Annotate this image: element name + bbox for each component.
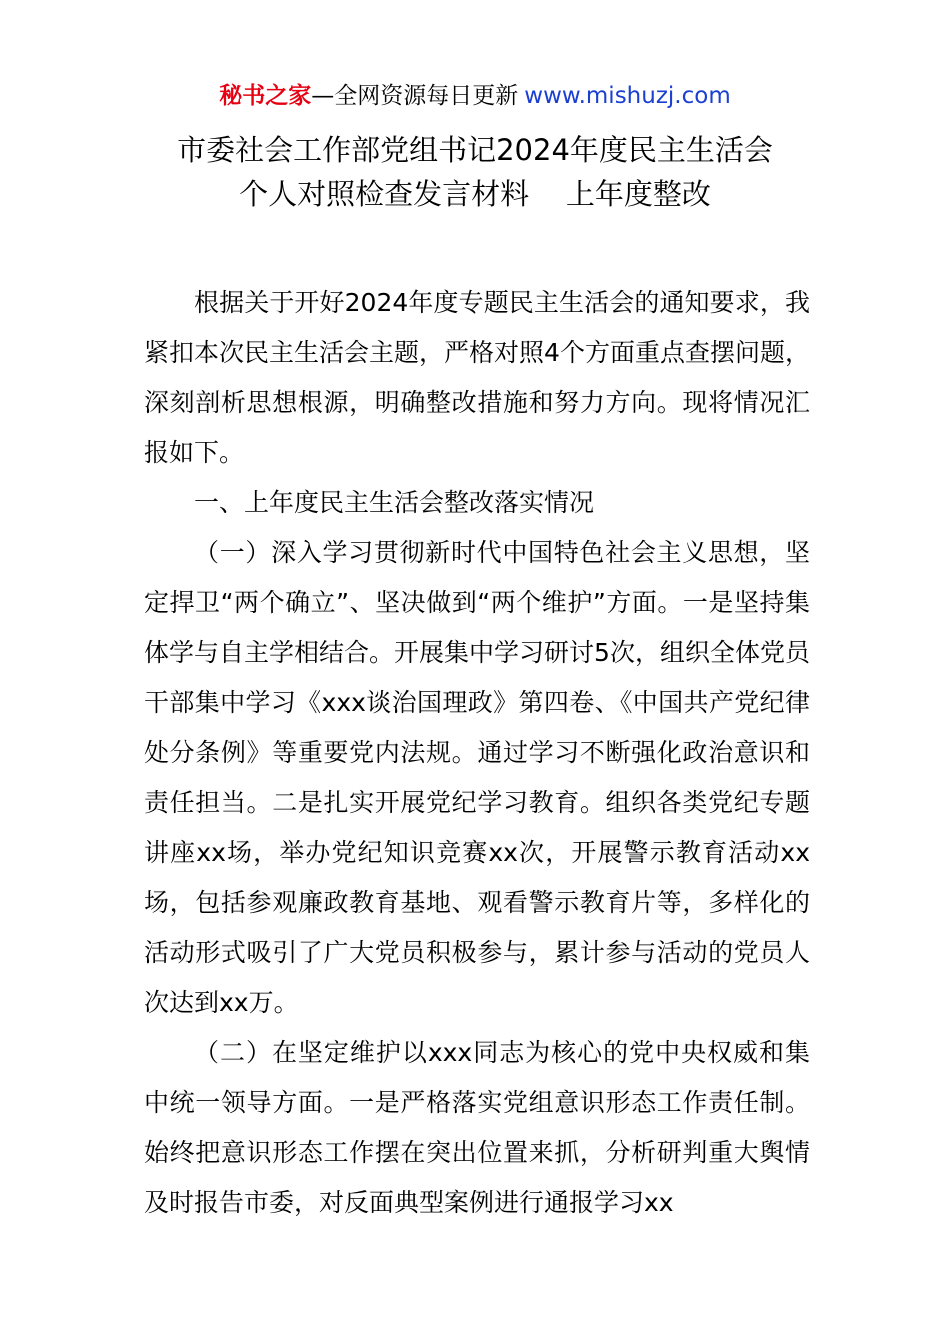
body-paragraph: （一）深入学习贯彻新时代中国特色社会主义思想，坚定捍卫“两个确立”、坚决做到“两个维护”方面。一是坚持集体学与自主学相结合。开展集中学习研讨5次，组织全体党员干部集中学习《xxx谈治国理政》第四卷、《中国共产党纪律处分条例》等重要党内法规。通过学习不断强化政治意识和责任担当。二是扎实开展党纪学习教育。组织各类党纪专题讲座xx场，举办党纪知识竞赛xx次，开展警示教育活动xx场，包括参观廉政教育基地、观看警示教育片等，多样化的活动形式吸引了广大党员积极参与，累计参与活动的党员人次达到xx万。 bbox=[144, 538, 810, 1017]
site-url-link[interactable]: www.mishuzj.com bbox=[524, 83, 731, 109]
body-paragraph: （二）在坚定维护以xxx同志为核心的党中央权威和集中统一领导方面。一是严格落实党组意识形态工作责任制。始终把意识形态工作摆在突出位置来抓，分析研判重大舆情及时报告市委，对反面典型案例进行通报学习xx bbox=[144, 1038, 810, 1217]
site-slogan: —全网资源每日更新 bbox=[311, 83, 519, 109]
site-brand: 秘书之家 bbox=[219, 83, 312, 109]
section-heading: 一、上年度民主生活会整改落实情况 bbox=[194, 488, 595, 517]
intro-paragraph: 根据关于开好2024年度专题民主生活会的通知要求，我紧扣本次民主生活会主题，严格对照4个方面重点查摆问题，深刻剖析思想根源，明确整改措施和努力方向。现将情况汇报如下。 bbox=[144, 288, 810, 467]
title-line-1: 市委社会工作部党组书记2024年度民主生活会 bbox=[177, 133, 773, 167]
site-header bbox=[0, 80, 950, 112]
document-title bbox=[0, 128, 950, 216]
title-line-2: 个人对照检查发言材料 上年度整改 bbox=[239, 177, 711, 211]
document-body bbox=[144, 278, 810, 1228]
